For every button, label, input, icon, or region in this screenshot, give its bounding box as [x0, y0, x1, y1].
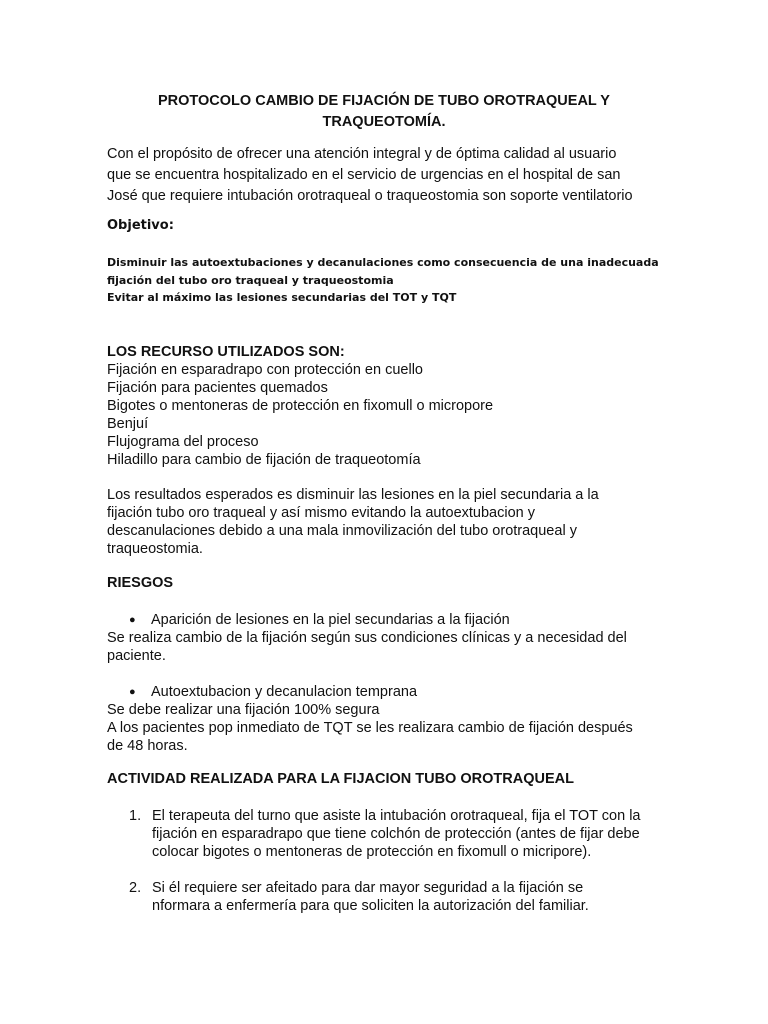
- risk-paragraph: [107, 701, 667, 755]
- risk-bullet-text: Autoextubacion y decanulacion temprana: [151, 684, 418, 700]
- resource-item: Benjuí: [107, 416, 149, 432]
- risks-heading: RIESGOS: [107, 575, 174, 591]
- objective-line: Disminuir las autoextubaciones y decanulaciones como consecuencia de una inadecuada: [107, 256, 659, 269]
- resource-item: Fijación en esparadrapo con protección en cuello: [107, 362, 423, 378]
- item-line: El terapeuta del turno que asiste la intubación orotraqueal, fija el TOT con la: [152, 808, 641, 824]
- item-line: colocar bigotes o mentoneras de protección en fixomull o micripore).: [152, 844, 592, 860]
- results-line: traqueostomia.: [107, 541, 203, 557]
- intro-paragraph: [107, 144, 687, 207]
- title-line-2: TRAQUEOTOMÍA.: [322, 114, 446, 130]
- risk-line: A los pacientes pop inmediato de TQT se les realizara cambio de fijación después: [107, 720, 633, 736]
- item-number: 2.: [129, 880, 142, 896]
- risk-line: paciente.: [107, 648, 166, 664]
- title-line-1: PROTOCOLO CAMBIO DE FIJACIÓN DE TUBO OROTRAQUEAL Y: [158, 93, 610, 109]
- item-text: [152, 879, 589, 915]
- risk-bullet-text: Aparición de lesiones en la piel secundarias a la fijación: [151, 612, 510, 628]
- resource-item: Fijación para pacientes quemados: [107, 380, 328, 396]
- objective-line: Evitar al máximo las lesiones secundarias del TOT y TQT: [107, 291, 457, 304]
- risk-bullet: [129, 611, 510, 629]
- risk-paragraph: [107, 629, 667, 665]
- item-text: [152, 807, 640, 861]
- item-line: Si él requiere ser afeitado para dar mayor seguridad a la fijación se: [152, 880, 584, 896]
- risk-line: Se debe realizar una fijación 100% segura: [107, 702, 380, 718]
- objective-text: [107, 254, 707, 307]
- objective-line: fijación del tubo oro traqueal y traqueostomia: [107, 273, 394, 287]
- intro-line: José que requiere intubación orotraqueal o traqueostomia son soporte ventilatorio: [107, 188, 633, 204]
- resources-list: [107, 361, 493, 469]
- results-paragraph: [107, 486, 667, 558]
- resources-heading: LOS RECURSO UTILIZADOS SON:: [107, 344, 345, 360]
- document-title: [100, 91, 668, 133]
- item-line: nformara a enfermería para que soliciten la autorización del familiar.: [152, 898, 589, 914]
- risk-line: Se realiza cambio de la fijación según sus condiciones clínicas y a necesidad del: [107, 630, 627, 646]
- results-line: Los resultados esperados es disminuir las lesiones en la piel secundaria a la: [107, 487, 599, 503]
- risk-bullet: [129, 683, 417, 701]
- item-line: fijación en esparadrapo que tiene colchón de protección (antes de fijar debe: [152, 826, 640, 842]
- results-line: fijación tubo oro traqueal y así mismo evitando la autoextubacion y: [107, 505, 535, 521]
- resource-item: Hiladillo para cambio de fijación de traqueotomía: [107, 452, 421, 468]
- resource-item: Flujograma del proceso: [107, 434, 259, 450]
- results-line: descanulaciones debido a una mala inmovilización del tubo orotraqueal y: [107, 523, 577, 539]
- intro-line: Con el propósito de ofrecer una atención integral y de óptima calidad al usuario: [107, 146, 617, 162]
- bullet-icon: ●: [129, 686, 136, 698]
- bullet-icon: ●: [129, 614, 136, 626]
- intro-line: que se encuentra hospitalizado en el servicio de urgencias en el hospital de san: [107, 167, 621, 183]
- activity-heading: ACTIVIDAD REALIZADA PARA LA FIJACION TUBO OROTRAQUEAL: [107, 771, 574, 787]
- objective-heading: Objetivo:: [107, 218, 174, 233]
- resource-item: Bigotes o mentoneras de protección en fixomull o micropore: [107, 398, 494, 414]
- risk-line: de 48 horas.: [107, 738, 188, 754]
- item-number: 1.: [129, 808, 142, 824]
